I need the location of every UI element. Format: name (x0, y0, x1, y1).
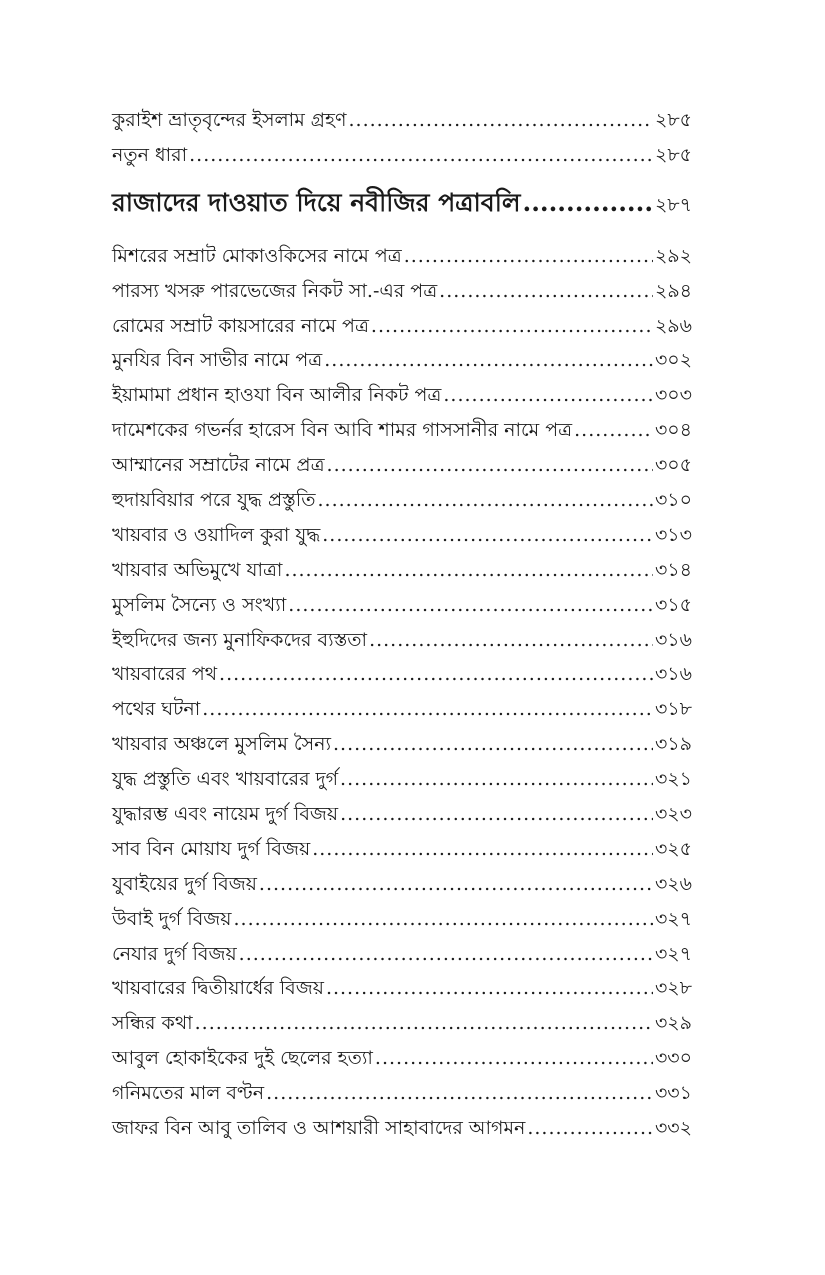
toc-entry (112, 274, 692, 309)
toc-entry-title: কুরাইশ ভ্রাতৃবৃন্দের ইসলাম গ্রহণ (112, 109, 347, 131)
toc-entry-title: মুসলিম সৈন্যে ও সংখ্যা (112, 593, 287, 616)
dot-leader (404, 239, 653, 274)
toc-entry (112, 518, 692, 553)
toc-entry-title: রোমের সম্রাট কায়সারের নামে পত্র (112, 314, 369, 337)
dot-leader (326, 971, 653, 1006)
toc-entry-title: যুদ্ধারম্ভ এবং নায়েম দুর্গ বিজয় (112, 803, 339, 826)
toc-entry-title: দামেশকের গভর্নর হারেস বিন আবি শামর গাসসানীর নামে পত্র (112, 419, 573, 442)
toc-entry (112, 483, 692, 518)
toc-entry-page-number: ৩২৬ (654, 872, 692, 895)
toc-entry-title: ইয়ামামা প্রধান হাওযা বিন আলীর নিকট পত্র (112, 384, 442, 407)
toc-entry (112, 138, 692, 173)
dot-leader (527, 1111, 653, 1146)
toc-entry-page-number: ২৯৪ (654, 279, 692, 302)
toc-entry-page-number: ২৯২ (654, 244, 692, 267)
toc-entry-title: জাফর বিন আবু তালিব ও আশয়ারী সাহাবাদের আগমন (112, 1117, 526, 1140)
toc-entry-title: সাব বিন মোয়ায দুর্গ বিজয় (112, 837, 311, 860)
toc-entry (112, 309, 692, 344)
toc-entry (112, 103, 692, 138)
dot-leader (233, 902, 652, 937)
dot-leader (202, 692, 653, 727)
dot-leader (439, 274, 653, 309)
toc-entry-page-number: ৩৩১ (654, 1082, 692, 1105)
dot-leader (259, 867, 653, 902)
toc-entry-page-number: ৩০৩ (654, 384, 692, 407)
dot-leader (443, 378, 653, 413)
toc-entry (112, 937, 692, 972)
toc-entry-title: খায়বারের দ্বিতীয়ার্ধের বিজয় (112, 977, 324, 1000)
toc-entry-page-number: ৩১০ (654, 489, 692, 512)
dot-leader (348, 103, 653, 138)
dot-leader (340, 762, 653, 797)
toc-entry-page-number: ৩১৫ (654, 593, 692, 616)
dot-leader (574, 413, 653, 448)
toc-entry-page-number: ৩২৭ (654, 942, 692, 965)
toc-entry (112, 343, 692, 378)
dot-leader (322, 518, 653, 553)
toc-entry (112, 902, 692, 937)
toc-entry-title: নতুন ধারা (112, 143, 188, 166)
dot-leader (340, 797, 653, 832)
toc-entry (112, 1111, 692, 1146)
toc-entry-page-number: ২৯৬ (654, 314, 692, 337)
toc-entry (112, 378, 692, 413)
toc-entry-page-number: ৩১৬ (654, 663, 692, 686)
toc-entry-title: হুদায়বিয়ার পরে যুদ্ধ প্রস্তুতি (112, 489, 316, 512)
toc-entry-page-number: ৩০৪ (654, 419, 692, 442)
toc-entry-page-number: ৩১৯ (654, 733, 692, 756)
dot-leader (327, 448, 653, 483)
toc-entry-title: আম্মানের সম্রাটের নামে প্রত্র (112, 454, 325, 477)
toc-entry (112, 692, 692, 727)
toc-entry (112, 1076, 692, 1111)
toc-entry (112, 413, 692, 448)
toc-entry (112, 762, 692, 797)
toc-entry (112, 797, 692, 832)
toc-entry-page-number: ৩৩২ (654, 1117, 692, 1140)
toc-entry-page-number: ৩২৩ (654, 803, 692, 826)
dot-leader (312, 832, 653, 867)
toc-section-heading (112, 175, 692, 231)
table-of-contents (112, 103, 692, 1146)
dot-leader (284, 553, 653, 588)
toc-entry-title: সন্ধির কথা (112, 1012, 193, 1035)
toc-entry (112, 1041, 692, 1076)
toc-entry (112, 1006, 692, 1041)
dot-leader (522, 175, 652, 231)
dot-leader (239, 937, 653, 972)
toc-entry-title: গনিমতের মাল বণ্টন (112, 1082, 265, 1105)
toc-entry-page-number: ৩১৪ (654, 558, 692, 581)
toc-entry-page-number: ৩২৭ (654, 907, 692, 930)
toc-entry-title: উবাই দুর্গ বিজয় (112, 907, 232, 930)
dot-leader (195, 1006, 653, 1041)
toc-entry-page-number: ৩২৯ (654, 1012, 692, 1035)
toc-entry-page-number: ৩১৩ (654, 523, 692, 546)
toc-entry (112, 971, 692, 1006)
toc-entry (112, 867, 692, 902)
dot-leader (189, 138, 653, 173)
toc-entry (112, 448, 692, 483)
toc-entry-title: নেযার দুর্গ বিজয় (112, 942, 237, 965)
toc-entry-title: আবুল হোকাইকের দুই ছেলের হত্যা (112, 1047, 373, 1070)
dot-leader (371, 309, 653, 344)
dot-leader (266, 1076, 653, 1111)
dot-leader (375, 1041, 653, 1076)
toc-entry (112, 657, 692, 692)
toc-entry-title: মিশরের সম্রাট মোকাওকিসের নামে পত্র (112, 244, 402, 267)
toc-entry-page-number: ৩২৫ (654, 837, 692, 860)
toc-entry-page-number: ২৮৫ (654, 143, 692, 166)
toc-entry-page-number: ৩১৮ (654, 698, 692, 721)
toc-entry (112, 239, 692, 274)
toc-entry-title: ইহুদিদের জন্য মুনাফিকদের ব্যস্ততা (112, 628, 368, 651)
dot-leader (369, 623, 653, 658)
toc-entry-page-number: ৩০২ (654, 349, 692, 372)
toc-entry-title: মুনযির বিন সাভীর নামে পত্র (112, 349, 323, 372)
toc-entry-page-number: ২৮৭ (654, 193, 692, 216)
toc-entry (112, 588, 692, 623)
dot-leader (219, 657, 653, 692)
dot-leader (324, 343, 653, 378)
toc-entry-title: খায়বার অঞ্চলে মুসলিম সৈন্য (112, 733, 332, 756)
dot-leader (333, 727, 653, 762)
toc-entry (112, 727, 692, 762)
toc-entry-title: যুবাইয়ের দুর্গ বিজয় (112, 872, 257, 895)
toc-entry-title: খায়বার অভিমুখে যাত্রা (112, 558, 283, 581)
toc-entry-page-number: ২৮৫ (654, 109, 692, 131)
toc-entry (112, 623, 692, 658)
toc-entry-title: রাজাদের দাওয়াত দিয়ে নবীজির পত্রাবলি (112, 187, 521, 217)
dot-leader (318, 483, 653, 518)
toc-entry-title: পারস্য খসরু পারভেজের নিকট সা.-এর পত্র (112, 279, 438, 302)
toc-entry-page-number: ৩১৬ (654, 628, 692, 651)
toc-entry-page-number: ৩৩০ (654, 1047, 692, 1070)
toc-entry-page-number: ৩২৮ (654, 977, 692, 1000)
dot-leader (288, 588, 653, 623)
toc-entry-title: খায়বারের পথ (112, 663, 218, 686)
toc-entry (112, 553, 692, 588)
toc-entry (112, 832, 692, 867)
toc-entry-title: খায়বার ও ওয়াদিল কুরা যুদ্ধ (112, 523, 321, 546)
toc-entry-page-number: ৩০৫ (654, 454, 692, 477)
toc-entry-title: পথের ঘটনা (112, 698, 201, 721)
toc-entry-title: যুদ্ধ প্রস্তুতি এবং খায়বারের দুর্গ (112, 768, 339, 791)
toc-entry-page-number: ৩২১ (654, 768, 692, 791)
